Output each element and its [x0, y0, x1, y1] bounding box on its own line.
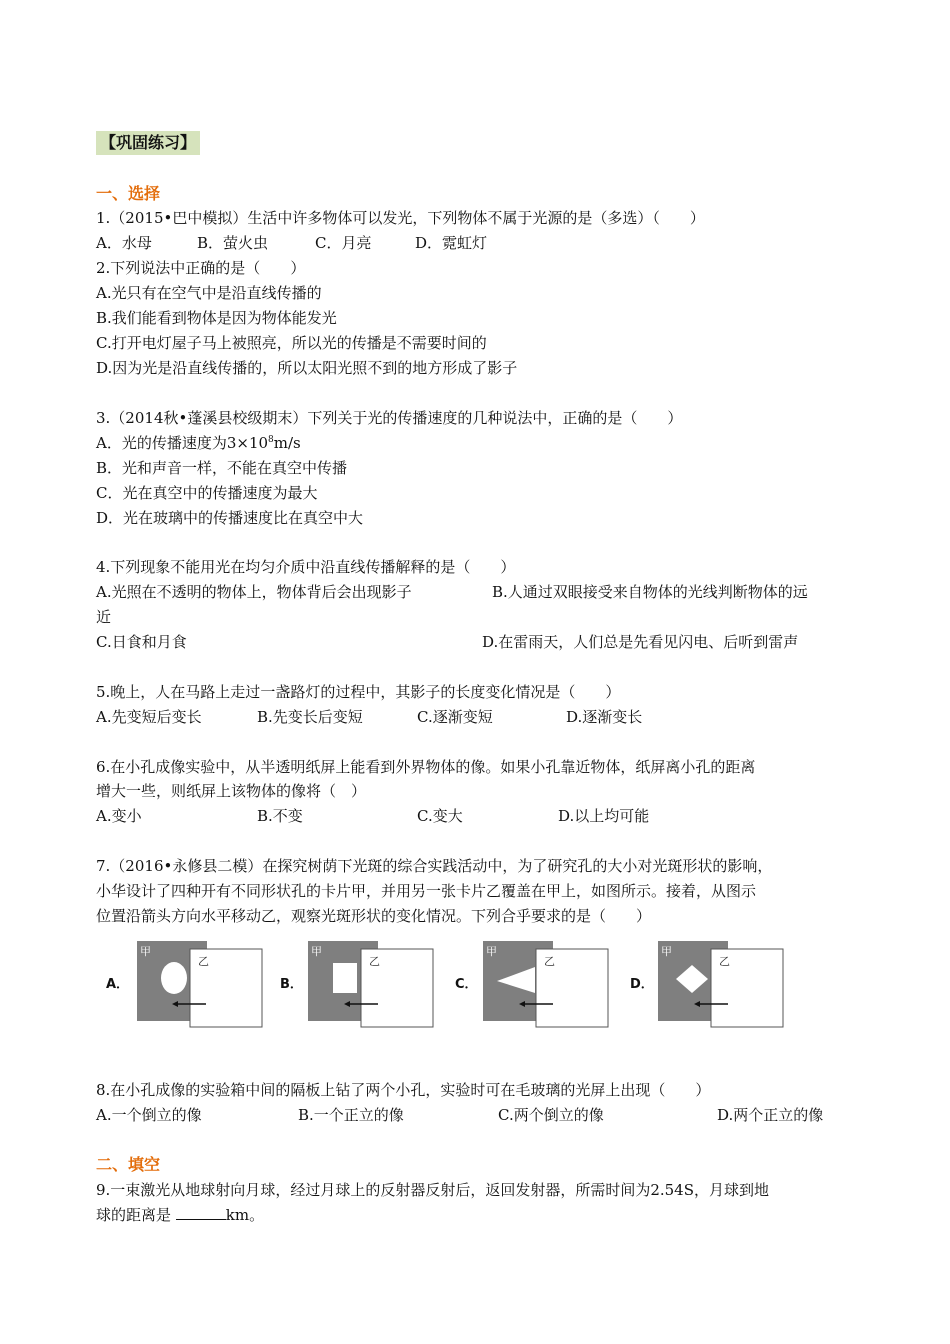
q5-option-b: B.先变长后变短	[257, 708, 363, 726]
q7-figure-a-letter: A．	[106, 977, 130, 992]
q3-option-a	[96, 433, 301, 453]
q9-stem-line1: 9.一束激光从地球射向月球，经过月球上的反射器反射后，返回发射器，所需时间为2.54S，月球到地	[96, 1181, 769, 1199]
q3-option-b: B．光和声音一样，不能在真空中传播	[96, 459, 348, 477]
q4-stem: 4.下列现象不能用光在均匀介质中沿直线传播解释的是（ ）	[96, 558, 516, 576]
q7-figure-b	[280, 941, 440, 1031]
q9-stem-line2	[96, 1205, 264, 1225]
card-diagram-b	[280, 941, 440, 1031]
square-hole-icon	[333, 963, 357, 993]
q2-option-a: A.光只有在空气中是沿直线传播的	[96, 284, 322, 302]
q8-option-a: A.一个倒立的像	[96, 1106, 202, 1124]
q2-option-c: C.打开电灯屋子马上被照亮，所以光的传播是不需要时间的	[96, 334, 487, 352]
q4-option-b-continued: 近	[96, 608, 112, 626]
q7-figure-c	[455, 941, 615, 1031]
q6-option-d: D.以上均可能	[558, 807, 650, 825]
q4-option-c: C.日食和月食	[96, 633, 187, 651]
q3-option-a-exponent: 8	[268, 435, 274, 445]
q6-option-b: B.不变	[257, 807, 303, 825]
card-yi-label-d: 乙	[719, 955, 730, 968]
q4-option-b: B.人通过双眼接受来自物体的光线判断物体的远	[492, 583, 808, 601]
card-jia-label-d: 甲	[661, 945, 672, 958]
q3-option-a-text: A．光的传播速度为3×10	[96, 434, 269, 452]
practice-header: 【巩固练习】	[96, 131, 200, 155]
q4-option-a: A.光照在不透明的物体上，物体背后会出现影子	[96, 583, 412, 601]
q5-option-c: C.逐渐变短	[417, 708, 493, 726]
q7-stem-line1: 7.（2016•永修县二模）在探究树荫下光斑的综合实践活动中，为了研究孔的大小对光斑形状的影响，	[96, 857, 773, 875]
q2-stem: 2.下列说法中正确的是（ ）	[96, 259, 306, 277]
q7-stem-line2: 小华设计了四种开有不同形状孔的卡片甲，并用另一张卡片乙覆盖在甲上，如图所示。接着，从图示	[96, 882, 757, 900]
q3-stem: 3.（2014秋•蓬溪县校级期末）下列关于光的传播速度的几种说法中，正确的是（ ）	[96, 409, 683, 427]
card-jia-label-c: 甲	[486, 945, 497, 958]
q3-option-c: C．光在真空中的传播速度为最大	[96, 484, 318, 502]
card-jia-label-b: 甲	[311, 945, 322, 958]
q8-option-b: B.一个正立的像	[298, 1106, 404, 1124]
q1-option-a: A．水母	[96, 234, 152, 252]
q8-stem: 8.在小孔成像的实验箱中间的隔板上钻了两个小孔，实验时可在毛玻璃的光屏上出现（ ）	[96, 1081, 711, 1099]
circle-hole-icon	[161, 962, 187, 994]
card-diagram-d	[630, 941, 790, 1031]
q2-option-d: D.因为光是沿直线传播的，所以太阳光照不到的地方形成了影子	[96, 359, 518, 377]
q6-option-c: C.变大	[417, 807, 463, 825]
q7-figure-a	[106, 941, 266, 1031]
q7-figure-c-letter: C．	[455, 977, 478, 992]
q6-stem-line1: 6.在小孔成像实验中，从半透明纸屏上能看到外界物体的像。如果小孔靠近物体，纸屏离小孔的距离	[96, 758, 756, 776]
q7-figure-b-letter: B．	[280, 977, 303, 992]
section-fill-title: 二、填空	[96, 1155, 161, 1174]
q6-stem-line2: 增大一些，则纸屏上该物体的像将（ ）	[96, 782, 367, 800]
q7-figure-d-letter: D．	[630, 977, 654, 992]
card-jia-label-a: 甲	[140, 945, 151, 958]
q3-option-a-unit: m/s	[273, 434, 301, 452]
card-yi-label-a: 乙	[198, 955, 209, 968]
q7-figure-d	[630, 941, 790, 1031]
q9-answer-blank[interactable]	[176, 1205, 226, 1220]
q2-option-b: B.我们能看到物体是因为物体能发光	[96, 309, 337, 327]
q5-stem: 5.晚上，人在马路上走过一盏路灯的过程中，其影子的长度变化情况是（ ）	[96, 683, 621, 701]
q8-option-c: C.两个倒立的像	[498, 1106, 604, 1124]
q5-option-a: A.先变短后变长	[96, 708, 202, 726]
card-diagram-a	[106, 941, 266, 1031]
q4-option-d: D.在雷雨天，人们总是先看见闪电、后听到雷声	[482, 633, 799, 651]
q1-option-c: C．月亮	[315, 234, 372, 252]
q7-stem-line3: 位置沿箭头方向水平移动乙，观察光斑形状的变化情况。下列合乎要求的是（ ）	[96, 907, 652, 925]
q1-option-b: B．萤火虫	[197, 234, 269, 252]
card-yi-label-b: 乙	[369, 955, 380, 968]
q1-option-d: D．霓虹灯	[415, 234, 488, 252]
q1-stem: 1.（2015•巴中模拟）生活中许多物体可以发光，下列物体不属于光源的是（多选）（ ）	[96, 209, 705, 227]
q6-option-a: A.变小	[96, 807, 142, 825]
q9-stem-unit: km。	[225, 1206, 265, 1224]
q9-stem-text: 球的距离是	[96, 1206, 176, 1224]
card-yi-label-c: 乙	[544, 955, 555, 968]
q5-option-d: D.逐渐变长	[566, 708, 643, 726]
section-choice-title: 一、选择	[96, 184, 161, 203]
q3-option-d: D．光在玻璃中的传播速度比在真空中大	[96, 509, 364, 527]
card-diagram-c	[455, 941, 615, 1031]
q8-option-d: D.两个正立的像	[717, 1106, 824, 1124]
